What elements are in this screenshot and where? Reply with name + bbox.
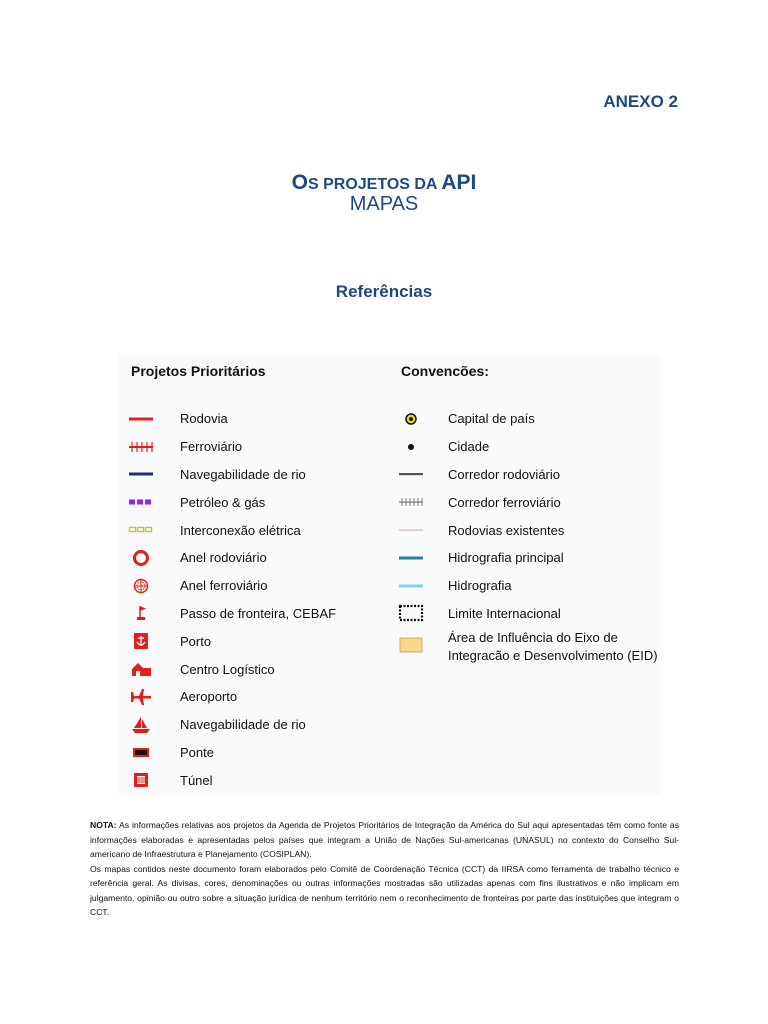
airplane-icon	[128, 687, 154, 707]
purple-dashed-line-icon	[128, 492, 154, 512]
railway-line-icon	[128, 437, 154, 457]
navy-line-icon	[128, 464, 154, 484]
border-flag-icon	[128, 603, 154, 623]
city-dot-icon	[398, 437, 424, 457]
legend-item-rodovia: Rodovia	[128, 405, 336, 433]
document-title	[0, 160, 768, 197]
title-initial: O	[291, 171, 308, 194]
red-rail-ring-icon	[128, 576, 154, 596]
legend-item-rodovias-existentes: Rodovias existentes	[398, 516, 658, 544]
legend-item-navegabilidade-barco: Navegabilidade de rio	[128, 711, 336, 739]
yellow-dashed-line-icon	[128, 520, 154, 540]
legend-item-centro-logistico: Centro Logístico	[128, 655, 336, 683]
red-ring-icon	[128, 548, 154, 568]
warehouse-icon	[128, 659, 154, 679]
anchor-icon	[128, 631, 154, 651]
legend-item-porto: Porto	[128, 627, 336, 655]
footnote	[90, 818, 679, 920]
legend-item-interconexao: Interconexão elétrica	[128, 516, 336, 544]
priority-projects-heading: Projetos Prioritários	[131, 363, 266, 379]
red-line-icon	[128, 409, 154, 429]
conventions-heading: Convencões:	[401, 363, 489, 379]
area-label-line2: Integracão e Desenvolvimento (EID)	[448, 648, 658, 664]
lightblue-line-icon	[398, 576, 424, 596]
capital-dot-icon	[398, 409, 424, 429]
note-label: NOTA:	[90, 820, 117, 830]
legend-item-corredor-ferroviario: Corredor ferroviário	[398, 488, 658, 516]
legend-item-tunel: Túnel	[128, 766, 336, 794]
legend-item-anel-ferroviario: Anel ferroviário	[128, 572, 336, 600]
note-paragraph-1: NOTA: As informações relativas aos projetos da Agenda de Projetos Prioritários de Integração da América do Sul aqui apresentadas têm como fonte as informações elaboradas e apresentadas pelos países que integram a União de Nações Sul-americanas (UNASUL) no contexto do Conselho Sul-americano de Infraestrutura e Planejamento (COSIPLAN).	[90, 820, 679, 859]
priority-projects-list	[128, 405, 336, 794]
gray-line-icon	[398, 464, 424, 484]
dotted-box-icon	[398, 603, 424, 623]
legend-item-hidrografia: Hidrografia	[398, 572, 658, 600]
gray-railway-icon	[398, 492, 424, 512]
tunnel-icon	[128, 770, 154, 790]
legend-panel	[118, 355, 660, 795]
sailboat-icon	[128, 715, 154, 735]
area-label-line1: Área de Influência do Eixo de	[448, 630, 618, 646]
note-paragraph-2: Os mapas contidos neste documento foram elaborados pelo Comitê de Coordenação Técnica (CCT) da IIRSA como ferramenta de trabalho técnico e referência geral. As divisas, cores, denominações ou outras informações mostradas são utilizadas apenas com fins ilustrativos e não implicam em julgamento, opinião ou outro sobre a situação jurídica de nenhum território nem o reconhecimento de fronteiras por parte das instituições que integram o CCT.	[90, 863, 679, 917]
legend-item-area-influencia	[398, 627, 658, 673]
legend-item-hidrografia-principal: Hidrografia principal	[398, 544, 658, 572]
teal-line-icon	[398, 548, 424, 568]
legend-item-petroleo-gas: Petróleo & gás	[128, 488, 336, 516]
document-subtitle: MAPAS	[349, 193, 419, 215]
annex-label: ANEXO 2	[603, 92, 678, 111]
legend-item-cidade: Cidade	[398, 433, 658, 461]
orange-area-icon	[398, 635, 424, 655]
pink-line-icon	[398, 520, 424, 540]
legend-item-ferroviario: Ferroviário	[128, 433, 336, 461]
bridge-icon	[128, 742, 154, 762]
legend-item-corredor-rodoviario: Corredor rodoviário	[398, 461, 658, 489]
title-small-caps: S PROJETOS DA	[307, 176, 442, 193]
references-heading: Referências	[335, 282, 433, 301]
legend-item-navegabilidade: Navegabilidade de rio	[128, 461, 336, 489]
legend-item-limite-internacional: Limite Internacional	[398, 600, 658, 628]
legend-item-ponte: Ponte	[128, 739, 336, 767]
conventions-list	[398, 405, 658, 673]
legend-item-aeroporto: Aeroporto	[128, 683, 336, 711]
legend-item-passo-fronteira: Passo de fronteira, CEBAF	[128, 600, 336, 628]
legend-item-anel-rodoviario: Anel rodoviário	[128, 544, 336, 572]
title-api: API	[441, 171, 477, 194]
legend-item-capital: Capital de país	[398, 405, 658, 433]
